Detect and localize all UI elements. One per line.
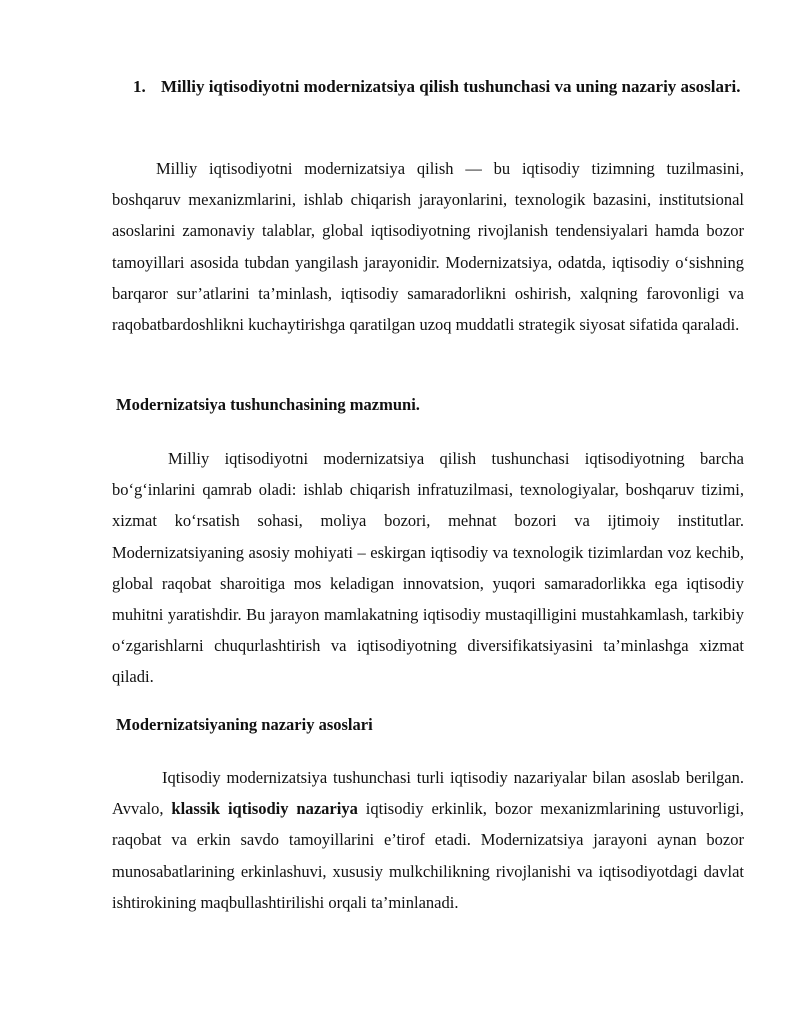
subsection-heading-theory: Modernizatsiyaning nazariy asoslari [116, 715, 373, 734]
subsection-heading-content: Modernizatsiya tushunchasining mazmuni. [116, 395, 420, 414]
section-title: Milliy iqtisodiyotni modernizatsiya qilish tushunchasi va uning nazariy asoslari. [161, 77, 741, 96]
section-heading [133, 72, 745, 102]
theory-paragraph [112, 762, 744, 918]
theory-paragraph-end: iqtisodiy erkinlik, bozor mexanizmlarining ustuvorligi, raqobat va erkin savdo tamoyillarini e’tirof etadi. Modernizatsiya jarayoni aynan bozor munosabatlarining erkinlashuvi, xususiy mulkchilikning rivojlanishi va iqtisodiyotdagi davlat ishtirokining maqbullashtirilishi orqali ta’minlanadi. [112, 799, 744, 912]
intro-paragraph: Milliy iqtisodiyotni modernizatsiya qilish — bu iqtisodiy tizimning tuzilmasini, boshqaruv mexanizmlarini, ishlab chiqarish jarayonlarini, texnologik bazasini, institutsional asoslarini zamonaviy talablar, global iqtisodiyotning rivojlanish tendensiyalari hamda bozor tamoyillari asosida tubdan yangilash jarayonidir. Modernizatsiya, odatda, iqtisodiy o‘sishning barqaror sur’atlarini ta’minlash, iqtisodiy samaradorlikni oshirish, xalqning farovonligi va raqobatbardoshlikni kuchaytirishga qaratilgan uzoq muddatli strategik siyosat sifatida qaraladi. [112, 159, 744, 335]
section-number: 1. [133, 77, 146, 96]
content-paragraph: Milliy iqtisodiyotni modernizatsiya qilish tushunchasi iqtisodiyotning barcha bo‘g‘inlarini qamrab oladi: ishlab chiqarish infratuzilmasi, texnologiyalar, boshqaruv tizimi, xizmat ko‘rsatish sohasi, moliya bozori, mehnat bozori va ijtimoiy institutlar. Modernizatsiyaning asosiy mohiyati – eskirgan iqtisodiy va texnologik tizimlardan voz kechib, global raqobat sharoitiga mos keladigan innovatsion, yuqori samaradorlikka ega iqtisodiy muhitni yaratishdir. Bu jarayon mamlakatning iqtisodiy mustaqilligini mustahkamlash, tarkibiy o‘zgarishlarni chuqurlashtirish va iqtisodiyotning diversifikatsiyasini ta’minlashga xizmat qiladi. [112, 449, 744, 687]
theory-paragraph-bold-term: klassik iqtisodiy nazariya [171, 799, 358, 819]
theory-paragraph-start: Iqtisodiy modernizatsiya tushunchasi turli iqtisodiy nazariyalar bilan asoslab berilgan. Avvalo, [112, 768, 744, 819]
